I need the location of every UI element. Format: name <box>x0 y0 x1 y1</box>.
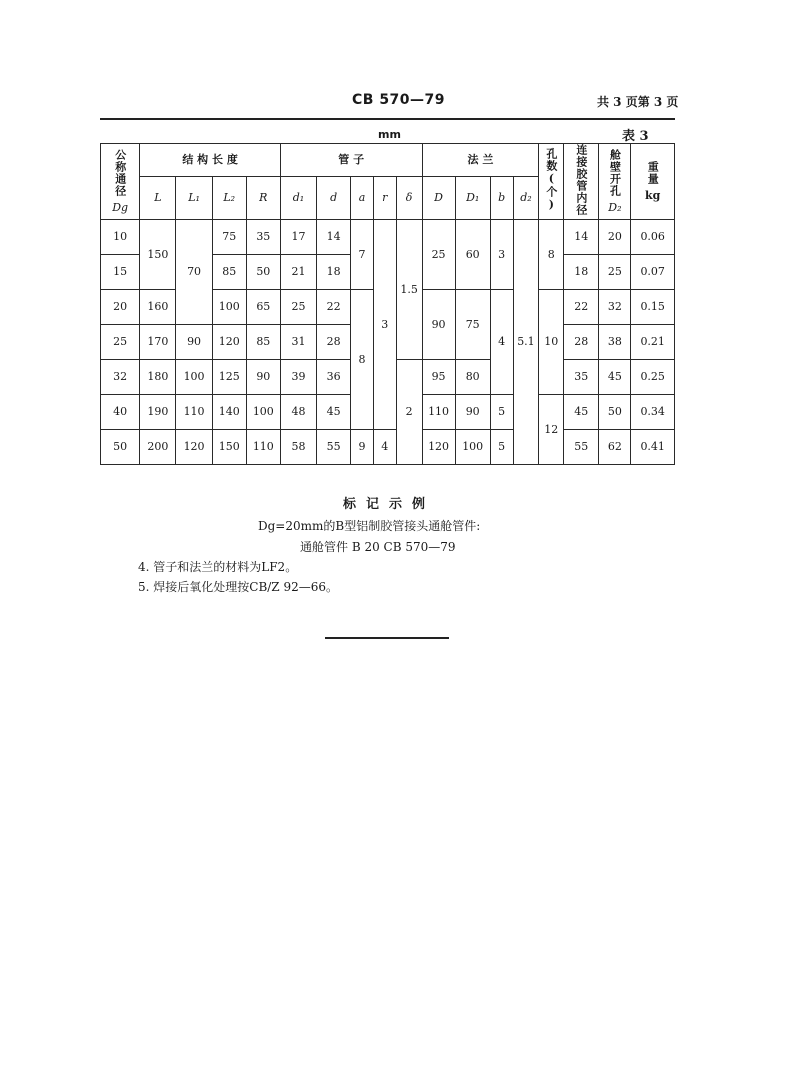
cell-D2: 32 <box>599 290 631 325</box>
cell-weight: 0.06 <box>631 220 675 255</box>
cell-D: 110 <box>422 395 455 430</box>
table-number: 表 3 <box>622 129 649 144</box>
cell-d: 36 <box>317 360 351 395</box>
header-pipe: 管 子 <box>280 144 422 177</box>
cell-b-merged: 4 <box>490 290 513 395</box>
cell-L2: 120 <box>212 325 246 360</box>
cell-L2: 125 <box>212 360 246 395</box>
standard-code: CB 570—79 <box>352 92 446 108</box>
cell-weight: 0.07 <box>631 255 675 290</box>
sub-a: a <box>351 177 374 220</box>
cell-D1: 100 <box>455 430 490 465</box>
sub-d: d <box>317 177 351 220</box>
cell-L1: 90 <box>176 325 212 360</box>
cell-dg: 20 <box>101 290 140 325</box>
cell-dg: 32 <box>101 360 140 395</box>
cell-d1: 21 <box>280 255 316 290</box>
cell-R: 110 <box>246 430 280 465</box>
sub-b: b <box>490 177 513 220</box>
cell-d1: 17 <box>280 220 316 255</box>
cell-D: 95 <box>422 360 455 395</box>
cell-L: 190 <box>140 395 176 430</box>
top-rule <box>100 118 675 120</box>
sub-r: r <box>373 177 396 220</box>
cell-d1: 25 <box>280 290 316 325</box>
header-hose-id: 连接胶管内径 <box>564 144 599 220</box>
cell-L1: 100 <box>176 360 212 395</box>
marking-example-line2: 通舱管件 B 20 CB 570—79 <box>300 540 456 554</box>
page-indicator: 共 3 页第 3 页 <box>597 95 679 109</box>
cell-d: 18 <box>317 255 351 290</box>
cell-delta-merged: 2 <box>396 360 422 465</box>
sub-L2: L₂ <box>212 177 246 220</box>
cell-D2: 38 <box>599 325 631 360</box>
cell-D-merged: 90 <box>422 290 455 360</box>
sub-D1: D₁ <box>455 177 490 220</box>
cell-L: 170 <box>140 325 176 360</box>
cell-r-merged: 3 <box>373 220 396 430</box>
cell-a: 9 <box>351 430 374 465</box>
header-structural-length: 结 构 长 度 <box>140 144 281 177</box>
cell-d: 55 <box>317 430 351 465</box>
table-row <box>101 220 675 255</box>
cell-holes-merged: 12 <box>539 395 564 465</box>
cell-delta-merged: 1.5 <box>396 220 422 360</box>
cell-R: 90 <box>246 360 280 395</box>
cell-hose-id: 14 <box>564 220 599 255</box>
cell-dg: 15 <box>101 255 140 290</box>
cell-L: 180 <box>140 360 176 395</box>
cell-dg: 10 <box>101 220 140 255</box>
cell-dg: 25 <box>101 325 140 360</box>
dimension-table <box>100 143 675 465</box>
cell-L2: 85 <box>212 255 246 290</box>
cell-L2: 100 <box>212 290 246 325</box>
cell-dg: 50 <box>101 430 140 465</box>
sub-d2: d₂ <box>513 177 539 220</box>
cell-d1: 39 <box>280 360 316 395</box>
cell-D-merged: 25 <box>422 220 455 290</box>
cell-b: 5 <box>490 395 513 430</box>
cell-D1: 80 <box>455 360 490 395</box>
cell-hose-id: 45 <box>564 395 599 430</box>
cell-weight: 0.21 <box>631 325 675 360</box>
cell-L2: 150 <box>212 430 246 465</box>
cell-D2: 20 <box>599 220 631 255</box>
cell-L2: 75 <box>212 220 246 255</box>
cell-D1-merged: 60 <box>455 220 490 290</box>
cell-D2: 45 <box>599 360 631 395</box>
table-unit: mm <box>378 128 401 141</box>
cell-hose-id: 28 <box>564 325 599 360</box>
cell-D2: 50 <box>599 395 631 430</box>
cell-L1: 120 <box>176 430 212 465</box>
marking-example-line1: Dg=20mm的B型铝制胶管接头通舱管件: <box>258 519 481 533</box>
header-dg: 公称通径 Dg <box>101 144 140 220</box>
cell-hose-id: 35 <box>564 360 599 395</box>
cell-hose-id: 18 <box>564 255 599 290</box>
sub-delta: δ <box>396 177 422 220</box>
sub-R: R <box>246 177 280 220</box>
cell-d: 45 <box>317 395 351 430</box>
cell-R: 85 <box>246 325 280 360</box>
sub-L: L <box>140 177 176 220</box>
cell-b-merged: 3 <box>490 220 513 290</box>
header-bulkhead-symbol: D₂ <box>608 200 622 214</box>
cell-hose-id: 22 <box>564 290 599 325</box>
cell-L: 160 <box>140 290 176 325</box>
cell-D2: 62 <box>599 430 631 465</box>
cell-r: 4 <box>373 430 396 465</box>
cell-a-merged: 7 <box>351 220 374 290</box>
cell-L1: 110 <box>176 395 212 430</box>
header-holes: 孔数(个) <box>539 144 564 220</box>
header-bulkhead-hole: 舱壁开孔 D₂ <box>599 144 631 220</box>
header-weight: 重量 kg <box>631 144 675 220</box>
cell-R: 50 <box>246 255 280 290</box>
cell-holes-merged: 10 <box>539 290 564 395</box>
cell-D2: 25 <box>599 255 631 290</box>
cell-dg: 40 <box>101 395 140 430</box>
cell-d1: 31 <box>280 325 316 360</box>
cell-weight: 0.25 <box>631 360 675 395</box>
header-dg-symbol: Dg <box>112 200 129 214</box>
cell-weight: 0.34 <box>631 395 675 430</box>
cell-D1: 90 <box>455 395 490 430</box>
header-flange: 法 兰 <box>422 144 539 177</box>
cell-R: 100 <box>246 395 280 430</box>
cell-L2: 140 <box>212 395 246 430</box>
table-row <box>101 430 675 465</box>
cell-weight: 0.15 <box>631 290 675 325</box>
note-oxidation: 5. 焊接后氧化处理按CB/Z 92—66。 <box>138 580 338 594</box>
sub-D: D <box>422 177 455 220</box>
cell-b: 5 <box>490 430 513 465</box>
cell-d: 14 <box>317 220 351 255</box>
cell-d1: 48 <box>280 395 316 430</box>
cell-L-merged: 150 <box>140 220 176 290</box>
cell-d: 22 <box>317 290 351 325</box>
cell-weight: 0.41 <box>631 430 675 465</box>
cell-D1-merged: 75 <box>455 290 490 360</box>
note-material: 4. 管子和法兰的材料为LF2。 <box>138 560 298 574</box>
cell-R: 65 <box>246 290 280 325</box>
cell-R: 35 <box>246 220 280 255</box>
cell-a-merged: 8 <box>351 290 374 430</box>
sub-d1: d₁ <box>280 177 316 220</box>
cell-holes-merged: 8 <box>539 220 564 290</box>
end-rule <box>325 637 449 639</box>
cell-D: 120 <box>422 430 455 465</box>
cell-hose-id: 55 <box>564 430 599 465</box>
sub-L1: L₁ <box>176 177 212 220</box>
cell-L: 200 <box>140 430 176 465</box>
header-weight-unit: kg <box>645 188 661 202</box>
marking-example-title: 标记示例 <box>343 497 436 512</box>
cell-L1-merged: 70 <box>176 220 212 325</box>
cell-d2-merged: 5.1 <box>513 220 539 465</box>
cell-d: 28 <box>317 325 351 360</box>
cell-d1: 58 <box>280 430 316 465</box>
table-header-row <box>101 144 675 177</box>
